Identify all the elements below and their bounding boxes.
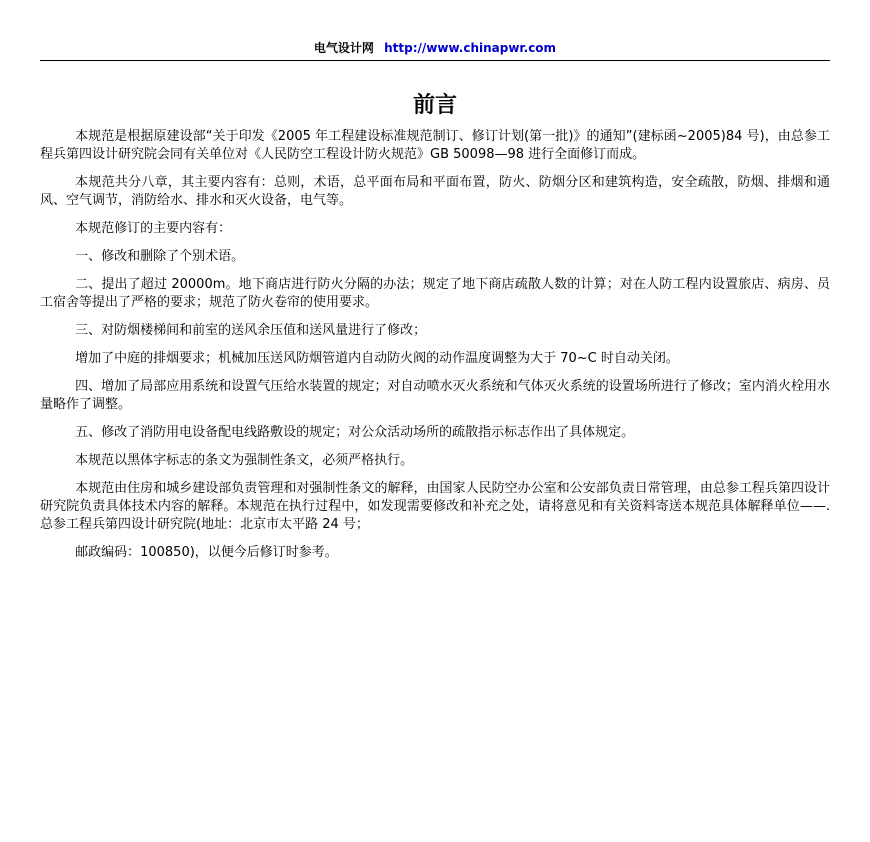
paragraph: 本规范修订的主要内容有： [75,221,232,236]
paragraph: 一、修改和删除了个别术语。 [75,249,245,264]
paragraph: 邮政编码：100850)，以便今后修订时参考。 [75,545,338,560]
page-header [0,40,870,56]
paragraph: 本规范以黑体字标志的条文为强制性条文，必须严格执行。 [75,453,414,468]
paragraph: 本规范是根据原建设部“关于印发《2005 年工程建设标准规范制订、修订计划(第一批)》的通知”(建标函~2005)84 号)，由总参工程兵第四设计研究院会同有关单位对《人民防空工程设计防火规范》GB 50098—98 进行全面修订而成。 [40,129,830,162]
paragraph: 二、提出了超过 20000m。地下商店进行防火分隔的办法；规定了地下商店疏散人数的计算；对在人防工程内设置旅店、病房、员工宿舍等提出了严格的要求；规范了防火卷帘的使用要求。 [40,277,830,310]
paragraph: 增加了中庭的排烟要求；机械加压送风防烟管道内自动防火阀的动作温度调整为大于 70~C 时自动关闭。 [75,351,679,366]
site-name: 电气设计网 [313,41,374,55]
document-body [40,128,830,572]
site-url-link[interactable]: http://www.chinapwr.com [384,41,557,55]
paragraph: 四、增加了局部应用系统和设置气压给水装置的规定；对自动喷水灭火系统和气体灭火系统的设置场所进行了修改；室内消火栓用水量略作了调整。 [40,379,830,412]
paragraph: 三、对防烟楼梯间和前室的送风余压值和送风量进行了修改； [75,323,427,338]
header-divider [40,60,830,61]
document-title: 前言 [412,93,457,118]
paragraph: 五、修改了消防用电设备配电线路敷设的规定；对公众活动场所的疏散指示标志作出了具体规定。 [75,425,635,440]
paragraph: 本规范共分八章，其主要内容有：总则，术语，总平面布局和平面布置，防火、防烟分区和建筑构造，安全疏散，防烟、排烟和通风、空气调节，消防给水、排水和灭火设备，电气等。 [40,175,830,208]
paragraph: 本规范由住房和城乡建设部负责管理和对强制性条文的解释，由国家人民防空办公室和公安部负责日常管理，由总参工程兵第四设计研究院负责具体技术内容的解释。本规范在执行过程中，如发现需要修改和补充之处，请将意见和有关资料寄送本规范具体解释单位——.总参工程兵第四设计研究院(地址：北京市太平路 24 号； [40,481,830,532]
